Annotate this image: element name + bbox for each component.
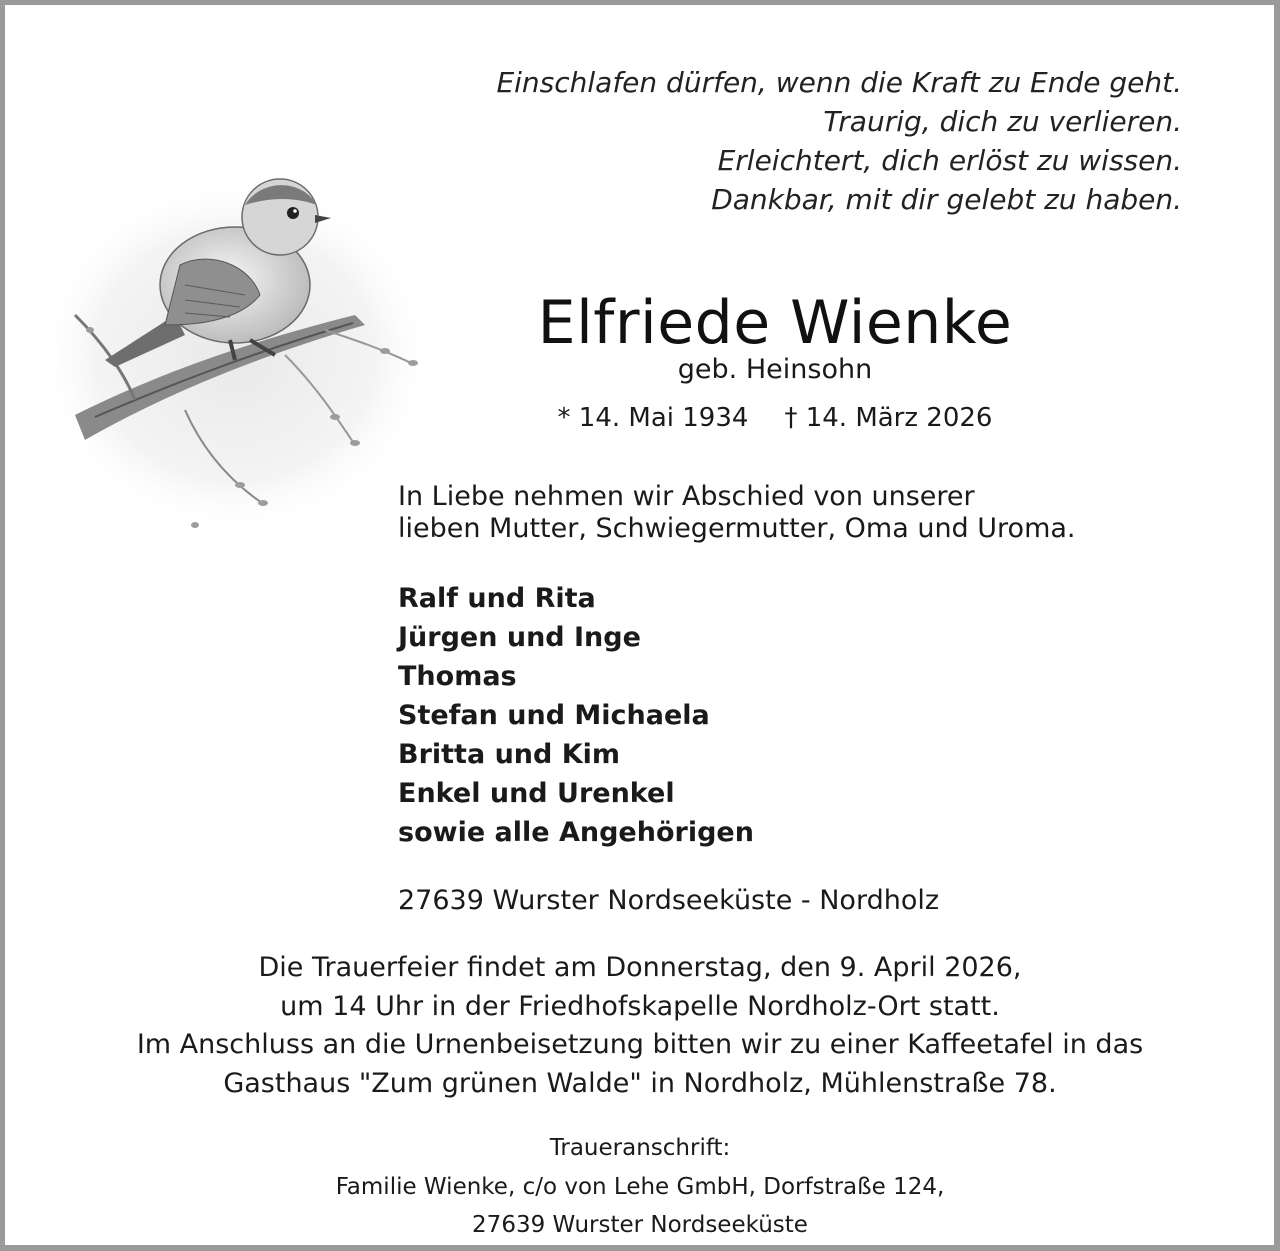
farewell-text [398, 481, 1076, 545]
poem-line: Einschlafen dürfen, wenn die Kraft zu Ende geht. [496, 66, 1182, 99]
service-line: Gasthaus "Zum grünen Walde" in Nordholz, Mühlenstraße 78. [223, 1067, 1057, 1099]
address-line: 27639 Wurster Nordseeküste [472, 1212, 808, 1238]
address-line: Familie Wienke, c/o von Lehe GmbH, Dorfstraße 124, [335, 1173, 945, 1200]
mourner: Enkel und Urenkel [398, 778, 675, 809]
mourner: Britta und Kim [398, 739, 621, 770]
mourner: Jürgen und Inge [398, 622, 641, 653]
death-date: † 14. März 2026 [784, 403, 993, 433]
life-dates [475, 401, 1075, 435]
service-line: Im Anschluss an die Urnenbeisetzung bitten wir zu einer Kaffeetafel in das [136, 1029, 1144, 1060]
mourner: Thomas [398, 661, 517, 692]
location: 27639 Wurster Nordseeküste - Nordholz [398, 885, 940, 916]
mourner: sowie alle Angehörigen [398, 817, 754, 848]
deceased-name: Elfriede Wienke [537, 288, 1013, 358]
mourner: Stefan und Michaela [398, 700, 710, 731]
poem-line: Erleichtert, dich erlöst zu wissen. [717, 144, 1182, 177]
farewell-line: lieben Mutter, Schwiegermutter, Oma und Uroma. [398, 513, 1076, 544]
poem-line: Traurig, dich zu verlieren. [823, 105, 1182, 138]
poem [496, 63, 1182, 219]
service-info [45, 949, 1235, 1103]
farewell-line: In Liebe nehmen wir Abschied von unserer [398, 481, 975, 512]
service-line: um 14 Uhr in der Friedhofskapelle Nordholz-Ort statt. [280, 990, 1000, 1022]
obituary-notice [5, 5, 1274, 1245]
mourner: Ralf und Rita [398, 583, 596, 614]
poem-line: Dankbar, mit dir gelebt zu haben. [711, 183, 1182, 216]
bird-illustration [35, 155, 455, 545]
address-heading: Traueranschrift: [549, 1135, 731, 1161]
mourners-list [398, 579, 754, 852]
service-line: Die Trauerfeier findet am Donnerstag, den 9. April 2026, [258, 952, 1022, 983]
mourning-address [45, 1129, 1235, 1245]
birth-date: * 14. Mai 1934 [557, 403, 749, 433]
maiden-name: geb. Heinsohn [677, 354, 873, 385]
